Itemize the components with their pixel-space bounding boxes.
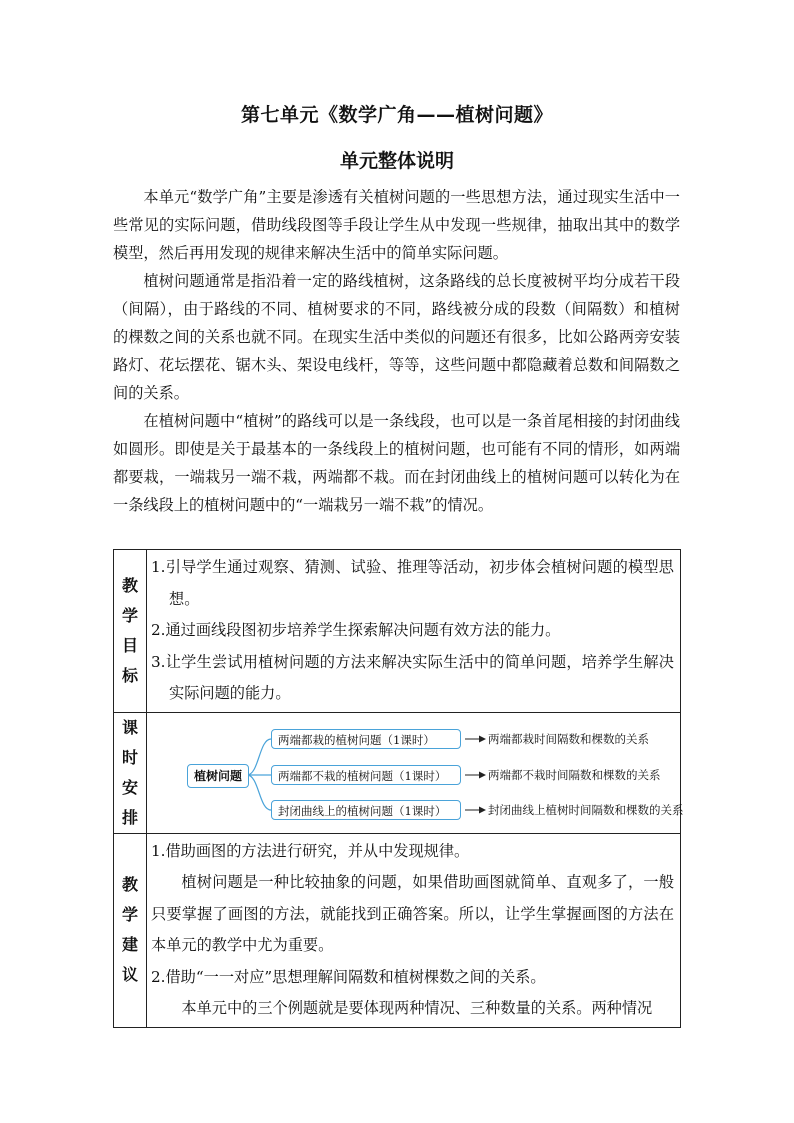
suggestions-header: 教 学 建 议 <box>114 833 147 1027</box>
suggestions-content <box>147 833 681 1027</box>
diagram-result: 两端都不栽时间隔数和棵数的关系 <box>488 767 661 782</box>
goals-row <box>114 550 681 713</box>
intro-paragraph: 在植树问题中“植树”的路线可以是一条线段，也可以是一条首尾相接的封闭曲线如圆形。即使是关于最基本的一条线段上的植树问题，也可能有不同的情形，如两端都要栽，一端栽另一端不栽，两端都不栽。而在封闭曲线上的植树问题可以转化为在一条线段上的植树问题中的“一端栽另一端不栽”的情况。 <box>113 412 680 514</box>
diagram-branch: 两端都栽的植树问题（1课时） <box>271 729 461 749</box>
goals-content <box>147 550 681 713</box>
goal-item: 1.引导学生通过观察、猜测、试验、推理等活动，初步体会植树问题的模型思想。 <box>151 558 674 608</box>
schedule-header: 课 时 安 排 <box>114 712 147 833</box>
schedule-row <box>114 712 681 833</box>
unit-plan-table <box>113 549 684 1028</box>
intro-paragraph: 植树问题通常是指沿着一定的路线植树，这条路线的总长度被树平均分成若干段（间隔），由于路线的不同、植树要求的不同，路线被分成的段数（间隔数）和植树的棵数之间的关系也就不同。在现实生活中类似的问题还有很多，比如公路两旁安装路灯、花坛摆花、锯木头、架设电线杆，等等，这些问题中都隐藏着总数和间隔数之间的关系。 <box>113 272 680 402</box>
goals-header: 教 学 目 标 <box>114 550 147 713</box>
intro-paragraph: 本单元“数学广角”主要是渗透有关植树问题的一些思想方法，通过现实生活中一些常见的实际问题，借助线段图等手段让学生从中发现一些规律，抽取出其中的数学模型，然后再用发现的规律来解决生活中的简单实际问题。 <box>113 188 680 262</box>
diagram-branch: 封闭曲线上的植树问题（1课时） <box>271 800 461 820</box>
diagram-result: 封闭曲线上植树时间隔数和棵数的关系 <box>488 802 684 817</box>
schedule-diagram-cell <box>147 712 684 833</box>
suggestion-body: 本单元中的三个例题就是要体现两种情况、三种数量的关系。两种情况 <box>181 999 653 1017</box>
diagram-result: 两端都栽时间隔数和棵数的关系 <box>488 731 649 746</box>
diagram-branch: 两端都不栽的植树问题（1课时） <box>271 765 461 785</box>
suggestion-body: 植树问题是一种比较抽象的问题，如果借助画图就简单、直观多了，一般只要掌握了画图的方法，就能找到正确答案。所以，让学生掌握画图的方法在本单元的教学中尤为重要。 <box>151 873 674 954</box>
suggestions-row <box>114 833 681 1027</box>
schedule-diagram <box>147 714 684 832</box>
suggestion-title: 2.借助“一一对应”思想理解间隔数和植树棵数之间的关系。 <box>151 967 546 986</box>
page-subtitle: 单元整体说明 <box>339 150 454 172</box>
page-title: 第七单元《数学广角——植树问题》 <box>240 104 553 126</box>
goal-item: 2.通过画线段图初步培养学生探索解决问题有效方法的能力。 <box>151 621 561 639</box>
intro-text <box>113 183 680 519</box>
goal-item: 3.让学生尝试用植树问题的方法来解决实际生活中的简单问题，培养学生解决实际问题的能力。 <box>151 652 674 702</box>
suggestion-title: 1.借助画图的方法进行研究，并从中发现规律。 <box>151 841 470 860</box>
diagram-root: 植树问题 <box>187 764 249 788</box>
